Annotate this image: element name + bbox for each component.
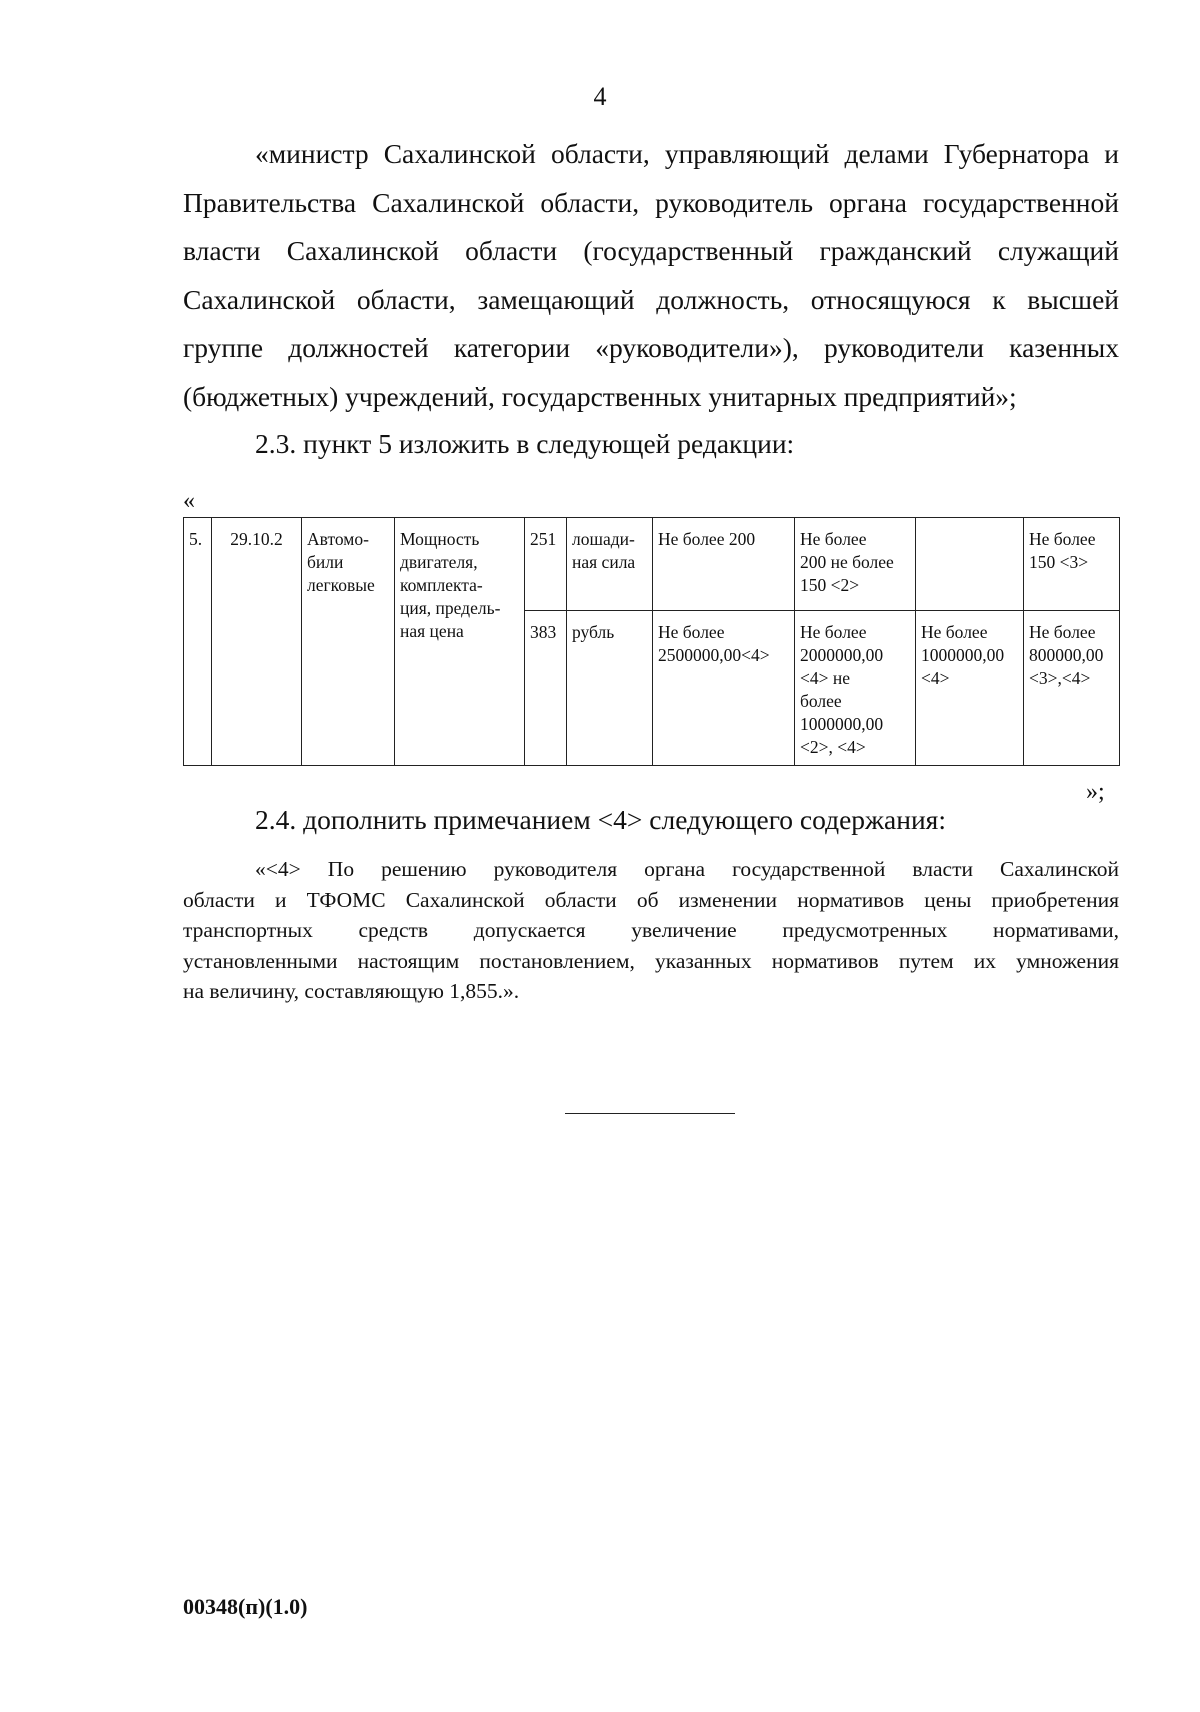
- text-line: Сахалинской области, замещающий должность, относящуюся к высшей: [183, 283, 1119, 315]
- cell-value: Не более 200: [653, 518, 795, 611]
- cell-value: Не более 150 <3>: [1024, 518, 1120, 611]
- item-2-3: 2.3. пункт 5 изложить в следующей редакции:: [255, 428, 795, 459]
- cell-unit: рубль: [567, 611, 653, 766]
- cell-value: Не более 800000,00 <3>,<4>: [1024, 611, 1120, 766]
- cell-num: 5.: [184, 518, 212, 766]
- text-line: группе должностей категории «руководители»), руководители казенных: [183, 332, 1119, 364]
- horizontal-rule: [565, 1113, 735, 1114]
- cell-value: [916, 518, 1024, 611]
- text-line: (бюджетных) учреждений, государственных унитарных предприятий»;: [183, 380, 1017, 412]
- cell-unit-code: 251: [525, 518, 567, 611]
- note-line: «<4> По решению руководителя органа государственной власти Сахалинской: [255, 857, 1119, 881]
- close-quote: »;: [1086, 779, 1105, 805]
- text-line: власти Сахалинской области (государственный гражданский служащий: [183, 235, 1119, 267]
- table-row: [184, 518, 1120, 611]
- cell-unit-code: 383: [525, 611, 567, 766]
- cell-unit: лошади- ная сила: [567, 518, 653, 611]
- cell-value: Не более 200 не более 150 <2>: [795, 518, 916, 611]
- paragraph-ministers: [183, 130, 1119, 422]
- note-line: установленными настоящим постановлением, указанных нормативов путем их умножения: [183, 948, 1119, 973]
- spec-table: [183, 517, 1120, 766]
- note-line: области и ТФОМС Сахалинской области об изменении нормативов цены приобретения: [183, 887, 1119, 912]
- cell-characteristic: Мощность двигателя, комплекта- ция, предель- ная цена: [395, 518, 525, 766]
- note-line: на величину, составляющую 1,855.».: [183, 979, 520, 1003]
- cell-name: Автомо- били легковые: [302, 518, 395, 766]
- text-line: Правительства Сахалинской области, руководитель органа государственной: [183, 186, 1119, 218]
- cell-value: Не более 1000000,00 <4>: [916, 611, 1024, 766]
- cell-code: 29.10.2: [212, 518, 302, 766]
- page-number: 4: [593, 82, 607, 111]
- open-quote: «: [183, 488, 195, 514]
- note-line: транспортных средств допускается увеличение предусмотренных нормативами,: [183, 918, 1119, 942]
- item-2-4: 2.4. дополнить примечанием <4> следующего содержания:: [255, 804, 946, 835]
- text-line: «министр Сахалинской области, управляющий делами Губернатора и: [255, 138, 1119, 169]
- cell-value: Не более 2500000,00<4>: [653, 611, 795, 766]
- document-code: 00348(п)(1.0): [183, 1594, 308, 1619]
- note-4: [183, 854, 1119, 1007]
- cell-value: Не более 2000000,00 <4> не более 1000000,00 <2>, <4>: [795, 611, 916, 766]
